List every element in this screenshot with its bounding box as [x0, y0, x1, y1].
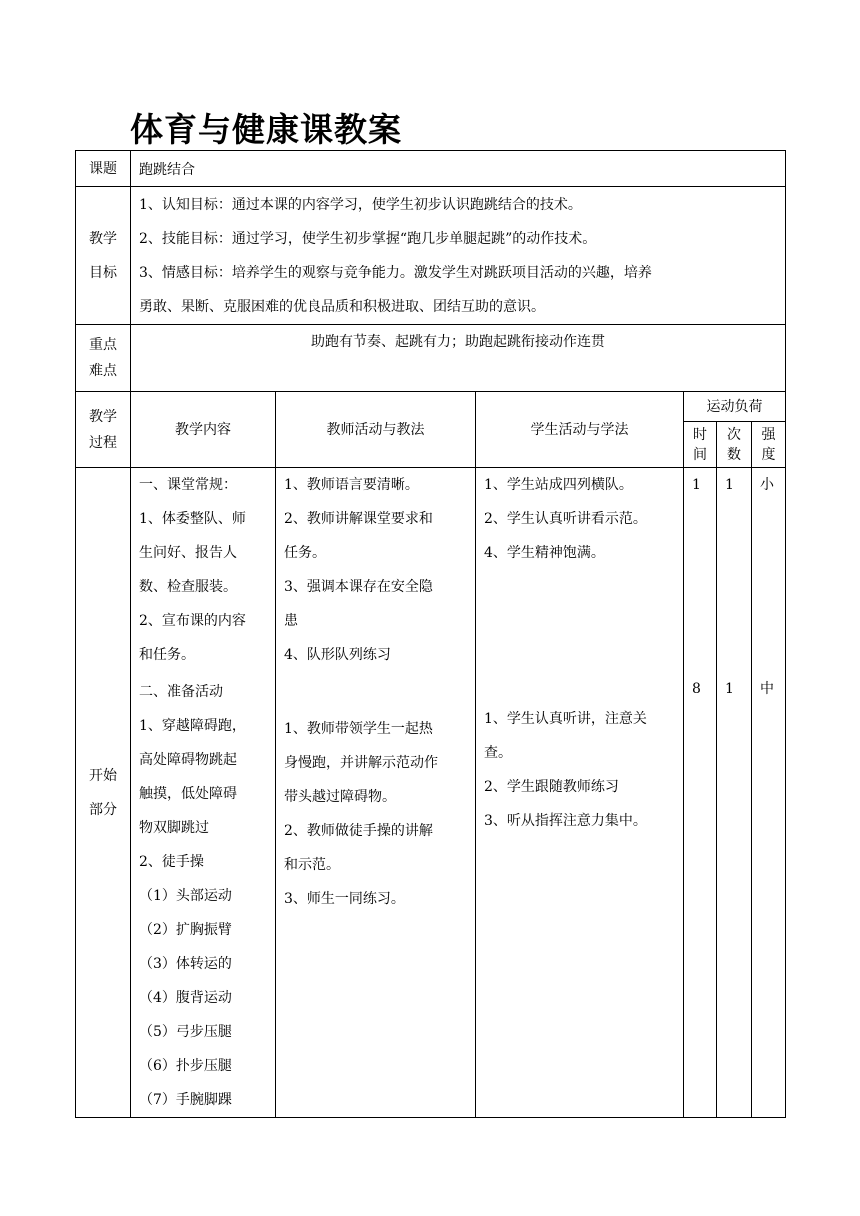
content-line: 触摸，低处障碍	[139, 786, 237, 802]
student-line: 4、学生精神饱满。	[484, 545, 605, 561]
count-value: 1	[725, 681, 734, 697]
student-block-a	[484, 468, 679, 570]
page-title: 体育与健康课教案	[130, 110, 402, 149]
student-line: 查。	[484, 745, 512, 761]
student-line: 3、听从指挥注意力集中。	[484, 813, 647, 829]
load-header: 运动负荷	[684, 392, 786, 422]
student-line: 2、学生认真听讲看示范。	[484, 511, 647, 527]
content-line: 2、徒手操	[139, 854, 204, 870]
student-line: 1、学生认真听讲，注意关	[484, 711, 647, 727]
goals-text	[131, 187, 786, 325]
student-header: 学生活动与学法	[476, 392, 684, 468]
key-points-text: 助跑有节奏、起跳有力；助跑起跳衔接动作连贯	[131, 325, 786, 392]
student-block-b	[484, 702, 679, 838]
teacher-line: 身慢跑，并讲解示范动作	[284, 755, 438, 771]
count-header-line1: 次	[727, 426, 741, 443]
teacher-line: 任务。	[284, 545, 326, 561]
count-value: 1	[725, 477, 734, 493]
time-header-line2: 间	[693, 446, 707, 463]
key-points-row	[76, 325, 786, 392]
goals-row	[76, 187, 786, 325]
teacher-line: 和示范。	[284, 857, 340, 873]
teacher-header: 教师活动与教法	[276, 392, 476, 468]
teacher-block-a	[284, 468, 471, 672]
teacher-line: 4、队形队列练习	[284, 647, 391, 663]
start-time	[684, 468, 717, 1118]
content-line: 数、检查服装。	[139, 579, 237, 595]
goals-label	[76, 187, 131, 325]
content-line: （1）头部运动	[139, 888, 232, 904]
start-student	[476, 468, 684, 1118]
content-line: 和任务。	[139, 647, 195, 663]
teacher-line: 患	[284, 613, 298, 629]
content-line: （4）腹背运动	[139, 990, 232, 1006]
teacher-line: 1、教师语言要清晰。	[284, 477, 419, 493]
intensity-header-line1: 强	[761, 426, 776, 443]
content-line: 高处障碍物跳起	[139, 752, 237, 768]
key-points-label	[76, 325, 131, 392]
content-line: （7）手腕脚踝	[139, 1092, 232, 1108]
goal-item: 2、技能目标：通过学习，使学生初步掌握“跑几步单腿起跳”的动作技术。	[139, 231, 597, 247]
start-label-line1: 开始	[89, 767, 117, 784]
intensity-value: 小	[760, 477, 774, 493]
content-line: （3）体转运的	[139, 956, 232, 972]
teacher-block-b	[284, 712, 471, 916]
content-line: （5）弓步压腿	[139, 1024, 232, 1040]
student-line: 2、学生跟随教师练习	[484, 779, 619, 795]
start-intensity	[752, 468, 786, 1118]
start-teacher	[276, 468, 476, 1118]
intensity-header	[752, 422, 786, 468]
content-line: 二、准备活动	[139, 684, 223, 700]
content-line: 1、体委整队、师	[139, 511, 246, 527]
routine-block	[139, 468, 271, 672]
start-count	[717, 468, 752, 1118]
goals-label-line1: 教学	[89, 230, 117, 247]
start-content	[131, 468, 276, 1118]
intensity-value: 中	[760, 681, 774, 697]
time-header-line1: 时	[693, 426, 707, 443]
goal-item: 1、认知目标：通过本课的内容学习，使学生初步认识跑跳结合的技术。	[139, 197, 582, 213]
key-label-line2: 难点	[89, 363, 117, 379]
process-label-line2: 过程	[89, 434, 117, 451]
goal-item: 3、情感目标：培养学生的观察与竞争能力。激发学生对跳跃项目活动的兴趣，培养	[139, 265, 652, 281]
process-header-row	[76, 392, 786, 422]
time-value: 8	[692, 681, 701, 697]
topic-row	[76, 151, 786, 187]
intensity-header-line2: 度	[761, 446, 776, 463]
content-header: 教学内容	[131, 392, 276, 468]
process-label-line1: 教学	[89, 408, 117, 425]
topic-value: 跑跳结合	[131, 151, 786, 187]
content-line: 一、课堂常规：	[139, 477, 237, 493]
count-header-line2: 数	[727, 446, 741, 463]
key-label-line1: 重点	[89, 337, 117, 353]
content-line: （6）扑步压腿	[139, 1058, 232, 1074]
start-label-line2: 部分	[89, 801, 117, 818]
content-line: 2、宣布课的内容	[139, 613, 246, 629]
content-line: 生问好、报告人	[139, 545, 237, 561]
teacher-line: 带头越过障碍物。	[284, 789, 396, 805]
start-section-row	[76, 468, 786, 1118]
teacher-line: 3、强调本课存在安全隐	[284, 579, 433, 595]
lesson-plan-table	[75, 150, 786, 1118]
start-section-label	[76, 468, 131, 1118]
time-value: 1	[692, 477, 701, 493]
goal-item: 勇敢、果断、克服困难的优良品质和积极进取、团结互助的意识。	[139, 299, 545, 315]
topic-label: 课题	[76, 151, 131, 187]
teacher-line: 2、教师讲解课堂要求和	[284, 511, 433, 527]
goals-label-line2: 目标	[89, 264, 117, 281]
content-line: 物双脚跳过	[139, 820, 209, 836]
count-header	[717, 422, 752, 468]
content-line: （2）扩胸振臂	[139, 922, 232, 938]
process-label	[76, 392, 131, 468]
student-line: 1、学生站成四列横队。	[484, 477, 633, 493]
teacher-line: 2、教师做徒手操的讲解	[284, 823, 433, 839]
teacher-line: 1、教师带领学生一起热	[284, 721, 433, 737]
teacher-line: 3、师生一同练习。	[284, 891, 405, 907]
warmup-block	[139, 675, 271, 1117]
time-header	[684, 422, 717, 468]
content-line: 1、穿越障碍跑，	[139, 718, 246, 734]
